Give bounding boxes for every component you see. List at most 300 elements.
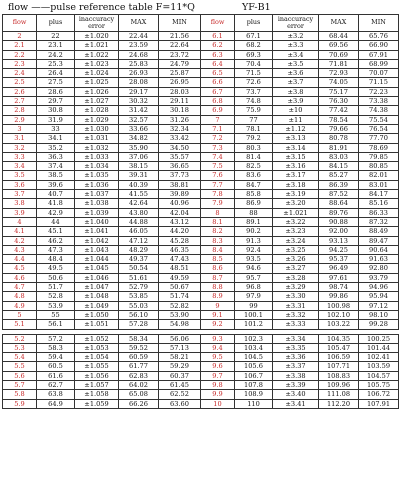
table-row	[3, 78, 399, 87]
cell-flow: 4.6	[3, 273, 37, 282]
table-row	[3, 236, 399, 245]
cell-error-right: ±3.36	[273, 353, 319, 362]
cell-max-right: 106.59	[319, 353, 359, 362]
cell-max-right: 104.35	[319, 334, 359, 343]
cell-flow: 5.5	[3, 362, 37, 371]
cell-min: 53.90	[159, 310, 201, 319]
cell-max: 47.12	[119, 236, 159, 245]
cell-error: ±1.040	[75, 217, 119, 226]
cell-min: 52.82	[159, 301, 201, 310]
cell-error: ±1.030	[75, 124, 119, 133]
table-title	[4, 2, 396, 14]
table-row	[3, 264, 399, 273]
cell-flow-right: 8	[201, 208, 235, 217]
cell-flow: 5.2	[3, 334, 37, 343]
cell-plus-right: 75.9	[235, 106, 273, 115]
cell-flow: 3	[3, 124, 37, 133]
cell-min: 22.64	[159, 41, 201, 50]
cell-error: ±1.038	[75, 199, 119, 208]
cell-max-right: 109.96	[319, 380, 359, 389]
cell-flow: 4.8	[3, 292, 37, 301]
cell-flow-right: 7.8	[201, 190, 235, 199]
cell-plus: 50.6	[37, 273, 75, 282]
cell-flow: 4	[3, 217, 37, 226]
cell-error: ±1.021	[75, 41, 119, 50]
cell-flow: 3.6	[3, 180, 37, 189]
cell-max-right: 98.74	[319, 283, 359, 292]
cell-flow-right: 6.9	[201, 106, 235, 115]
cell-min: 39.89	[159, 190, 201, 199]
cell-plus-right: 101.2	[235, 320, 273, 329]
cell-flow: 5	[3, 310, 37, 319]
cell-max-right: 96.49	[319, 264, 359, 273]
cell-plus: 58.3	[37, 343, 75, 352]
cell-min: 54.98	[159, 320, 201, 329]
cell-plus: 61.6	[37, 371, 75, 380]
cell-max-right: 72.93	[319, 69, 359, 78]
table-row	[3, 115, 399, 124]
cell-error-right: ±10	[273, 106, 319, 115]
cell-min-right: 70.07	[359, 69, 399, 78]
cell-plus: 29.7	[37, 97, 75, 106]
cell-error: ±1.042	[75, 236, 119, 245]
cell-error-right: ±3.25	[273, 245, 319, 254]
cell-max: 26.93	[119, 69, 159, 78]
cell-min-right: 71.15	[359, 78, 399, 87]
cell-flow-right: 6.4	[201, 59, 235, 68]
cell-min-right: 65.76	[359, 32, 399, 41]
cell-min: 36.65	[159, 162, 201, 171]
cell-min-right: 100.25	[359, 334, 399, 343]
cell-plus-right: 104.5	[235, 353, 273, 362]
cell-plus-right: 84.7	[235, 180, 273, 189]
header-error: inaccuracy error	[75, 15, 119, 32]
cell-min-right: 89.47	[359, 236, 399, 245]
cell-plus: 42.9	[37, 208, 75, 217]
table-title-right: YF-B1	[242, 2, 271, 13]
cell-max: 30.32	[119, 97, 159, 106]
cell-plus: 35.2	[37, 143, 75, 152]
cell-flow-right: 9.1	[201, 310, 235, 319]
cell-error-right: ±1.12	[273, 124, 319, 133]
cell-flow: 2.4	[3, 69, 37, 78]
cell-min-right: 82.01	[359, 171, 399, 180]
cell-error-right: ±3.29	[273, 283, 319, 292]
cell-max-right: 107.71	[319, 362, 359, 371]
cell-plus: 55	[37, 310, 75, 319]
table-row	[3, 59, 399, 68]
cell-error: ±1.047	[75, 283, 119, 292]
cell-min: 28.03	[159, 87, 201, 96]
cell-error: ±1.051	[75, 320, 119, 329]
cell-error-right: ±3.9	[273, 97, 319, 106]
cell-error-right: ±3.2	[273, 32, 319, 41]
table-row	[3, 371, 399, 380]
table-row	[3, 50, 399, 59]
cell-min: 37.73	[159, 171, 201, 180]
cell-flow-right: 7.1	[201, 124, 235, 133]
cell-error: ±1.037	[75, 190, 119, 199]
cell-flow-right: 9.5	[201, 353, 235, 362]
cell-max-right: 70.69	[319, 50, 359, 59]
cell-flow-right: 7	[201, 115, 235, 124]
cell-max-right: 103.22	[319, 320, 359, 329]
header-error-right: inaccuracy error	[273, 15, 319, 32]
table-row	[3, 227, 399, 236]
cell-flow-right: 10	[201, 399, 235, 408]
cell-error-right: ±3.27	[273, 264, 319, 273]
cell-error: ±1.036	[75, 180, 119, 189]
cell-flow-right: 8.3	[201, 236, 235, 245]
cell-flow: 2.9	[3, 115, 37, 124]
cell-max-right: 78.54	[319, 115, 359, 124]
table-row	[3, 124, 399, 133]
table-row	[3, 380, 399, 389]
cell-max: 62.83	[119, 371, 159, 380]
cell-error-right: ±3.23	[273, 227, 319, 236]
cell-flow: 3.1	[3, 134, 37, 143]
cell-plus: 22	[37, 32, 75, 41]
cell-error: ±1.043	[75, 245, 119, 254]
cell-max-right: 111.08	[319, 390, 359, 399]
cell-error: ±1.031	[75, 134, 119, 143]
cell-flow: 3.3	[3, 152, 37, 161]
cell-min: 60.37	[159, 371, 201, 380]
cell-max-right: 102.10	[319, 310, 359, 319]
cell-min-right: 87.32	[359, 217, 399, 226]
table-row	[3, 87, 399, 96]
cell-min-right: 83.01	[359, 180, 399, 189]
cell-min: 49.59	[159, 273, 201, 282]
cell-flow-right: 7.3	[201, 143, 235, 152]
cell-min: 44.20	[159, 227, 201, 236]
table-row	[3, 245, 399, 254]
cell-error: ±1.020	[75, 32, 119, 41]
cell-flow-right: 8.5	[201, 255, 235, 264]
cell-error-right: ±3.17	[273, 171, 319, 180]
cell-error: ±1.046	[75, 273, 119, 282]
header-max-right: MAX	[319, 15, 359, 32]
cell-min: 63.60	[159, 399, 201, 408]
cell-plus: 24.2	[37, 50, 75, 59]
cell-plus-right: 105.6	[235, 362, 273, 371]
cell-plus: 23.1	[37, 41, 75, 50]
cell-max: 65.08	[119, 390, 159, 399]
cell-min-right: 85.16	[359, 199, 399, 208]
cell-error: ±1.026	[75, 87, 119, 96]
cell-plus: 27.5	[37, 78, 75, 87]
cell-min: 46.35	[159, 245, 201, 254]
cell-flow: 2.7	[3, 97, 37, 106]
cell-plus: 52.8	[37, 292, 75, 301]
cell-max-right: 87.52	[319, 190, 359, 199]
table-row	[3, 362, 399, 371]
cell-error: ±1.058	[75, 390, 119, 399]
cell-flow: 3.7	[3, 190, 37, 199]
cell-max-right: 105.47	[319, 343, 359, 352]
cell-plus-right: 95.7	[235, 273, 273, 282]
cell-plus-right: 99	[235, 301, 273, 310]
cell-plus-right: 96.8	[235, 283, 273, 292]
cell-plus-right: 78.1	[235, 124, 273, 133]
table-row	[3, 32, 399, 41]
cell-plus: 33	[37, 124, 75, 133]
cell-flow: 3.9	[3, 208, 37, 217]
cell-error: ±1.025	[75, 78, 119, 87]
cell-min-right: 94.96	[359, 283, 399, 292]
cell-max: 35.90	[119, 143, 159, 152]
cell-error-right: ±3.22	[273, 217, 319, 226]
cell-min-right: 104.57	[359, 371, 399, 380]
cell-flow: 5.1	[3, 320, 37, 329]
cell-plus-right: 86.9	[235, 199, 273, 208]
cell-flow-right: 7.4	[201, 152, 235, 161]
header-min-right: MIN	[359, 15, 399, 32]
cell-max: 59.52	[119, 343, 159, 352]
cell-error: ±1.059	[75, 399, 119, 408]
cell-max: 24.68	[119, 50, 159, 59]
cell-plus: 63.8	[37, 390, 75, 399]
cell-max: 50.54	[119, 264, 159, 273]
cell-min: 51.74	[159, 292, 201, 301]
table-row	[3, 283, 399, 292]
table-row	[3, 273, 399, 282]
cell-max-right: 74.05	[319, 78, 359, 87]
cell-max: 22.44	[119, 32, 159, 41]
cell-flow: 3.2	[3, 143, 37, 152]
cell-error-right: ±3.35	[273, 343, 319, 352]
cell-error: ±1.045	[75, 264, 119, 273]
cell-flow: 2	[3, 32, 37, 41]
cell-error-right: ±3.13	[273, 134, 319, 143]
cell-max: 29.17	[119, 87, 159, 96]
cell-plus-right: 93.5	[235, 255, 273, 264]
table-row	[3, 134, 399, 143]
cell-plus-right: 73.7	[235, 87, 273, 96]
cell-min-right: 66.90	[359, 41, 399, 50]
cell-max: 32.57	[119, 115, 159, 124]
cell-flow-right: 9.3	[201, 334, 235, 343]
cell-plus-right: 70.4	[235, 59, 273, 68]
cell-max-right: 108.83	[319, 371, 359, 380]
cell-min-right: 103.59	[359, 362, 399, 371]
cell-error: ±1.034	[75, 162, 119, 171]
cell-error: ±1.033	[75, 152, 119, 161]
cell-plus-right: 91.3	[235, 236, 273, 245]
cell-flow-right: 8.8	[201, 283, 235, 292]
cell-max: 43.80	[119, 208, 159, 217]
cell-min-right: 97.12	[359, 301, 399, 310]
cell-plus: 56.1	[37, 320, 75, 329]
header-max: MAX	[119, 15, 159, 32]
cell-plus-right: 79.2	[235, 134, 273, 143]
cell-max-right: 92.00	[319, 227, 359, 236]
cell-flow: 2.2	[3, 50, 37, 59]
cell-plus-right: 92.4	[235, 245, 273, 254]
cell-min-right: 68.99	[359, 59, 399, 68]
cell-max-right: 81.91	[319, 143, 359, 152]
cell-error-right: ±3.3	[273, 41, 319, 50]
cell-max-right: 85.27	[319, 171, 359, 180]
cell-flow-right: 8.9	[201, 292, 235, 301]
cell-min: 26.95	[159, 78, 201, 87]
cell-min: 29.11	[159, 97, 201, 106]
cell-error-right: ±11	[273, 115, 319, 124]
cell-plus: 41.8	[37, 199, 75, 208]
cell-plus-right: 80.3	[235, 143, 273, 152]
cell-max: 53.85	[119, 292, 159, 301]
cell-error-right: ±3.5	[273, 59, 319, 68]
cell-plus: 46.2	[37, 236, 75, 245]
cell-flow: 4.7	[3, 283, 37, 292]
cell-flow: 4.9	[3, 301, 37, 310]
cell-max: 51.61	[119, 273, 159, 282]
cell-max-right: 95.37	[319, 255, 359, 264]
cell-plus-right: 108.9	[235, 390, 273, 399]
cell-max-right: 77.42	[319, 106, 359, 115]
cell-error-right: ±3.4	[273, 50, 319, 59]
table-row	[3, 152, 399, 161]
cell-plus: 62.7	[37, 380, 75, 389]
cell-plus-right: 71.5	[235, 69, 273, 78]
cell-min: 47.43	[159, 255, 201, 264]
cell-flow: 4.2	[3, 236, 37, 245]
cell-max-right: 75.17	[319, 87, 359, 96]
cell-min-right: 73.38	[359, 97, 399, 106]
cell-flow-right: 7.5	[201, 162, 235, 171]
cell-max: 33.66	[119, 124, 159, 133]
cell-plus-right: 81.4	[235, 152, 273, 161]
cell-error-right: ±3.14	[273, 143, 319, 152]
cell-plus-right: 74.8	[235, 97, 273, 106]
cell-error: ±1.039	[75, 208, 119, 217]
cell-error-right: ±3.18	[273, 180, 319, 189]
cell-flow: 2.8	[3, 106, 37, 115]
table-row	[3, 171, 399, 180]
cell-plus: 25.3	[37, 59, 75, 68]
cell-flow-right: 7.2	[201, 134, 235, 143]
cell-min-right: 84.17	[359, 190, 399, 199]
cell-max-right: 69.56	[319, 41, 359, 50]
table-row	[3, 41, 399, 50]
cell-max-right: 89.76	[319, 208, 359, 217]
cell-min: 24.79	[159, 59, 201, 68]
cell-plus-right: 85.8	[235, 190, 273, 199]
cell-plus: 47.3	[37, 245, 75, 254]
cell-error-right: ±3.7	[273, 78, 319, 87]
cell-flow-right: 6.3	[201, 50, 235, 59]
cell-plus: 37.4	[37, 162, 75, 171]
cell-max-right: 80.78	[319, 134, 359, 143]
cell-max-right: 84.15	[319, 162, 359, 171]
cell-max: 42.64	[119, 199, 159, 208]
cell-max: 46.05	[119, 227, 159, 236]
cell-error: ±1.053	[75, 343, 119, 352]
cell-plus: 44	[37, 217, 75, 226]
cell-error: ±1.056	[75, 371, 119, 380]
cell-plus: 57.2	[37, 334, 75, 343]
header-min: MIN	[159, 15, 201, 32]
cell-error: ±1.055	[75, 362, 119, 371]
cell-min-right: 75.54	[359, 115, 399, 124]
cell-plus: 48.4	[37, 255, 75, 264]
cell-min-right: 76.54	[359, 124, 399, 133]
header-flow: flow	[3, 15, 37, 32]
table-row	[3, 390, 399, 399]
cell-min-right: 77.70	[359, 134, 399, 143]
cell-error-right: ±3.40	[273, 390, 319, 399]
cell-min: 38.81	[159, 180, 201, 189]
table-row	[3, 180, 399, 189]
cell-flow: 5.8	[3, 390, 37, 399]
cell-flow-right: 8.7	[201, 273, 235, 282]
cell-error: ±1.024	[75, 69, 119, 78]
cell-min-right: 102.41	[359, 353, 399, 362]
cell-flow-right: 9.9	[201, 390, 235, 399]
cell-max-right: 100.98	[319, 301, 359, 310]
cell-min: 58.21	[159, 353, 201, 362]
cell-plus: 30.8	[37, 106, 75, 115]
cell-min: 31.26	[159, 115, 201, 124]
header-plus-right: plus	[235, 15, 273, 32]
cell-error-right: ±3.32	[273, 310, 319, 319]
cell-error: ±1.044	[75, 255, 119, 264]
cell-plus-right: 77	[235, 115, 273, 124]
cell-max-right: 94.25	[319, 245, 359, 254]
cell-flow-right: 6.2	[201, 41, 235, 50]
cell-flow-right: 8.6	[201, 264, 235, 273]
cell-flow-right: 6.6	[201, 78, 235, 87]
cell-min: 57.13	[159, 343, 201, 352]
cell-flow: 4.3	[3, 245, 37, 254]
cell-min-right: 72.23	[359, 87, 399, 96]
cell-min-right: 93.79	[359, 273, 399, 282]
cell-min: 34.50	[159, 143, 201, 152]
cell-plus: 59.4	[37, 353, 75, 362]
cell-plus-right: 89.1	[235, 217, 273, 226]
table-row	[3, 69, 399, 78]
cell-error: ±1.050	[75, 310, 119, 319]
cell-min-right: 90.64	[359, 245, 399, 254]
cell-plus: 34.1	[37, 134, 75, 143]
cell-flow: 5.3	[3, 343, 37, 352]
cell-min: 48.51	[159, 264, 201, 273]
cell-plus: 49.5	[37, 264, 75, 273]
cell-max-right: 79.66	[319, 124, 359, 133]
cell-max-right: 99.86	[319, 292, 359, 301]
cell-min: 50.67	[159, 283, 201, 292]
table-body	[3, 32, 399, 409]
cell-max-right: 97.61	[319, 273, 359, 282]
cell-plus-right: 107.8	[235, 380, 273, 389]
cell-flow: 2.6	[3, 87, 37, 96]
cell-min: 23.72	[159, 50, 201, 59]
cell-error-right: ±3.16	[273, 162, 319, 171]
cell-min-right: 80.85	[359, 162, 399, 171]
cell-min: 21.56	[159, 32, 201, 41]
cell-error-right: ±3.41	[273, 399, 319, 408]
cell-error-right: ±3.24	[273, 236, 319, 245]
cell-min-right: 95.94	[359, 292, 399, 301]
cell-plus-right: 82.5	[235, 162, 273, 171]
cell-max: 34.82	[119, 134, 159, 143]
table-row	[3, 353, 399, 362]
table-row	[3, 190, 399, 199]
cell-error-right: ±3.30	[273, 292, 319, 301]
cell-plus-right: 72.6	[235, 78, 273, 87]
cell-min: 56.06	[159, 334, 201, 343]
cell-max: 41.55	[119, 190, 159, 199]
